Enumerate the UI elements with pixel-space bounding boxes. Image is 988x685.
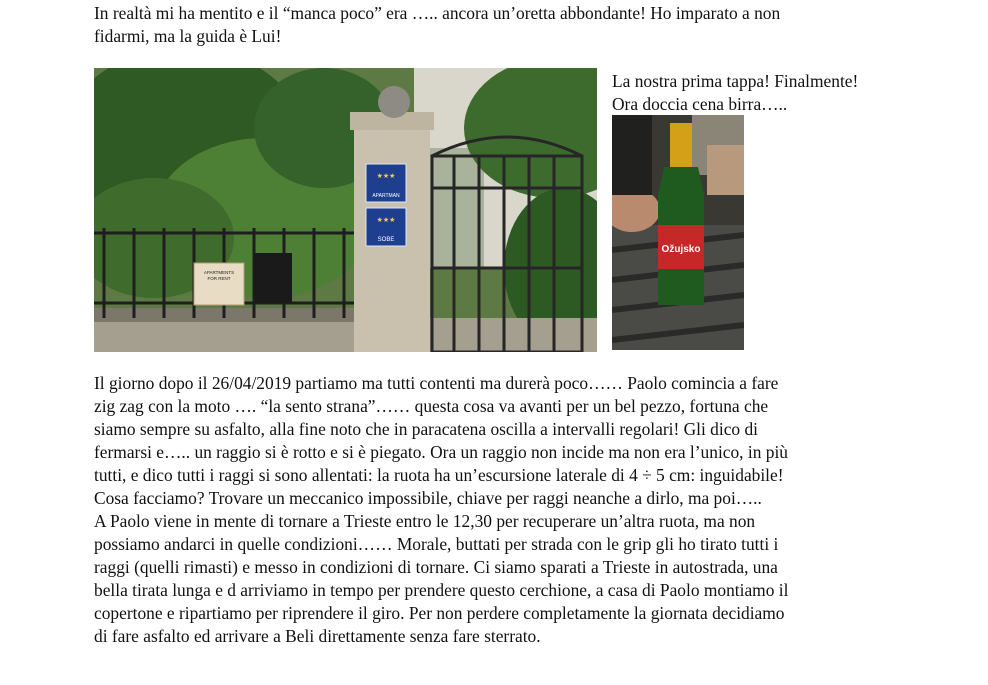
photo-beer-bottle bbox=[612, 115, 744, 350]
text-line: di fare asfalto ed arrivare a Beli direttamente senza fare sterrato. bbox=[94, 626, 541, 646]
text-line: raggi (quelli rimasti) e messo in condizioni di tornare. Ci siamo sparati a Trieste in autostrada, una bbox=[94, 557, 778, 577]
sign-2-stars: ★★★ bbox=[376, 216, 396, 224]
text-line: copertone e ripartiamo per riprendere il giro. Per non perdere completamente la giornata decidiamo bbox=[94, 603, 785, 623]
text-line: siamo sempre su asfalto, alla fine noto che in paracatena oscilla a intervalli regolari! Gli dico di bbox=[94, 419, 758, 439]
caption-line: Ora doccia cena birra….. bbox=[612, 94, 788, 114]
text-line: possiamo andarci in quelle condizioni…… Morale, buttati per strada con le grip gli ho tirato tutti i bbox=[94, 534, 779, 554]
text-line: Cosa facciamo? Trovare un meccanico impossibile, chiave per raggi neanche a dirlo, ma poi….. bbox=[94, 488, 762, 508]
gate-photo-illustration bbox=[94, 68, 597, 352]
text-line: tutti, e dico tutti i raggi si sono allentati: la ruota ha un’escursione laterale di 4 ÷ 5 cm: inguidabile! bbox=[94, 465, 784, 485]
photo-caption bbox=[612, 70, 858, 116]
text-line: fermarsi e….. un raggio si è rotto e si è piegato. Ora un raggio non incide ma non era l’unico, in più bbox=[94, 442, 788, 462]
photo-apartment-gate bbox=[94, 68, 597, 352]
text-line: In realtà mi ha mentito e il “manca poco” era ….. ancora un’oretta abbondante! Ho imparato a non bbox=[94, 3, 781, 23]
text-line: bella tirata lunga e d arriviamo in tempo per prendere questo cerchione, a casa di Paolo montiamo il bbox=[94, 580, 789, 600]
beer-photo-illustration bbox=[612, 115, 744, 350]
sign-1-stars: ★★★ bbox=[376, 172, 396, 180]
sign-2-label: SOBE bbox=[377, 237, 395, 243]
beer-label: Ožujsko bbox=[661, 244, 701, 255]
text-line: zig zag con la moto …. “la sento strana”…… questa cosa va avanti per un bel pezzo, fortuna che bbox=[94, 396, 769, 416]
notice-line-2: FOR RENT bbox=[207, 276, 231, 281]
text-line: fidarmi, ma la guida è Lui! bbox=[94, 26, 282, 46]
notice-line-1: APARTMENTS bbox=[203, 270, 235, 275]
intro-paragraph bbox=[94, 2, 780, 48]
sign-1-label: APARTMAN bbox=[372, 193, 400, 199]
caption-line: La nostra prima tappa! Finalmente! bbox=[612, 71, 859, 91]
body-paragraph bbox=[94, 372, 788, 648]
text-line: A Paolo viene in mente di tornare a Trieste entro le 12,30 per recuperare un’altra ruota, ma non bbox=[94, 511, 756, 531]
text-line: Il giorno dopo il 26/04/2019 partiamo ma tutti contenti ma durerà poco…… Paolo comincia a fare bbox=[94, 373, 779, 393]
